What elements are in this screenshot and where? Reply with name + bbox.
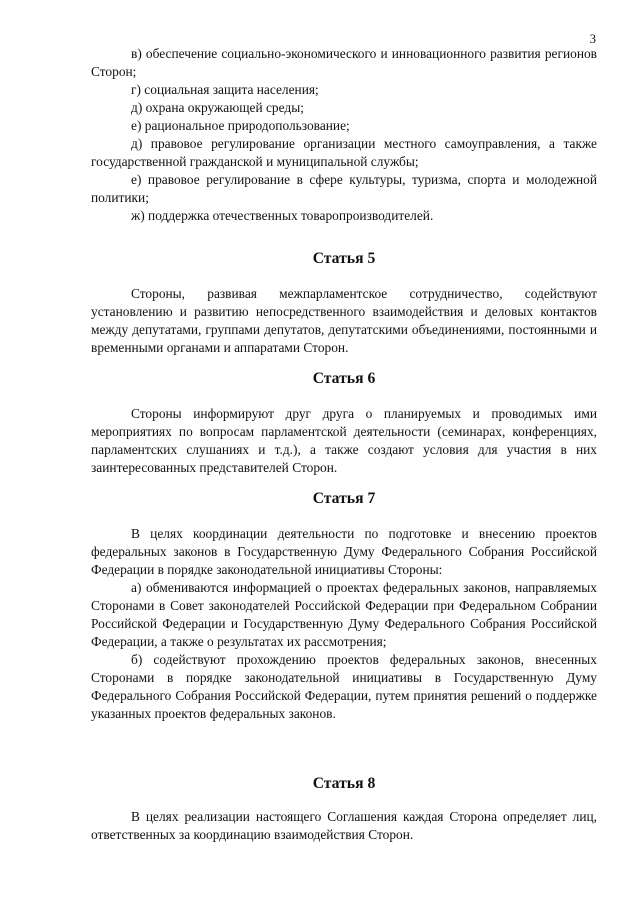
list-item: г) социальная защита населения;: [131, 82, 319, 97]
page-number: 3: [589, 32, 596, 46]
list-item: ж) поддержка отечественных товаропроизводителей.: [131, 208, 434, 223]
list-item: д) охрана окружающей среды;: [131, 100, 304, 115]
intro-list: [91, 45, 597, 225]
article-6-body: [91, 405, 597, 477]
article-8-body: [91, 808, 597, 844]
article-7-body: [91, 525, 597, 723]
article-5-body: [91, 285, 597, 357]
paragraph: б) содействуют прохождению проектов федеральных законов, внесенных Сторонами в порядке законодательной инициативы в Государственную Думу Федерального Собрания Российской Федерации, путем принятия решений о поддержке указанных проектов федеральных законов.: [91, 652, 597, 721]
article-7-heading: Статья 7: [312, 490, 376, 507]
list-item: е) рациональное природопользование;: [131, 118, 350, 133]
list-item: д) правовое регулирование организации местного самоуправления, а также государственной гражданской и муниципальной службы;: [91, 136, 597, 169]
article-5-heading: Статья 5: [312, 250, 376, 267]
list-item: е) правовое регулирование в сфере культуры, туризма, спорта и молодежной политики;: [91, 172, 597, 205]
paragraph: Стороны, развивая межпарламентское сотрудничество, содействуют установлению и развитию непосредственного взаимодействия и деловых контактов между депутатами, группами депутатов, депутатскими объединениями, постоянными и временными органами и аппаратами Сторон.: [91, 286, 597, 355]
list-item: в) обеспечение социально-экономического и инновационного развития регионов Сторон;: [91, 46, 597, 79]
article-6-heading: Статья 6: [312, 370, 376, 387]
paragraph: В целях координации деятельности по подготовке и внесению проектов федеральных законов в Государственную Думу Федерального Собрания Российской Федерации в порядке законодательной инициативы Стороны:: [91, 526, 597, 577]
paragraph: В целях реализации настоящего Соглашения каждая Сторона определяет лиц, ответственных за координацию взаимодействия Сторон.: [91, 809, 597, 842]
paragraph: а) обмениваются информацией о проектах федеральных законов, направляемых Сторонами в Совет законодателей Российской Федерации при Федеральном Собрании Российской Федерации и Государственную Думу Федерального Собрания Российской Федерации, а также о результатах их рассмотрения;: [91, 580, 597, 649]
article-8-heading: Статья 8: [312, 775, 376, 792]
paragraph: Стороны информируют друг друга о планируемых и проводимых ими мероприятиях по вопросам парламентской деятельности (семинарах, конференциях, парламентских слушаниях и т.д.), а также создают условия для участия в них заинтересованных представителей Сторон.: [91, 406, 597, 475]
